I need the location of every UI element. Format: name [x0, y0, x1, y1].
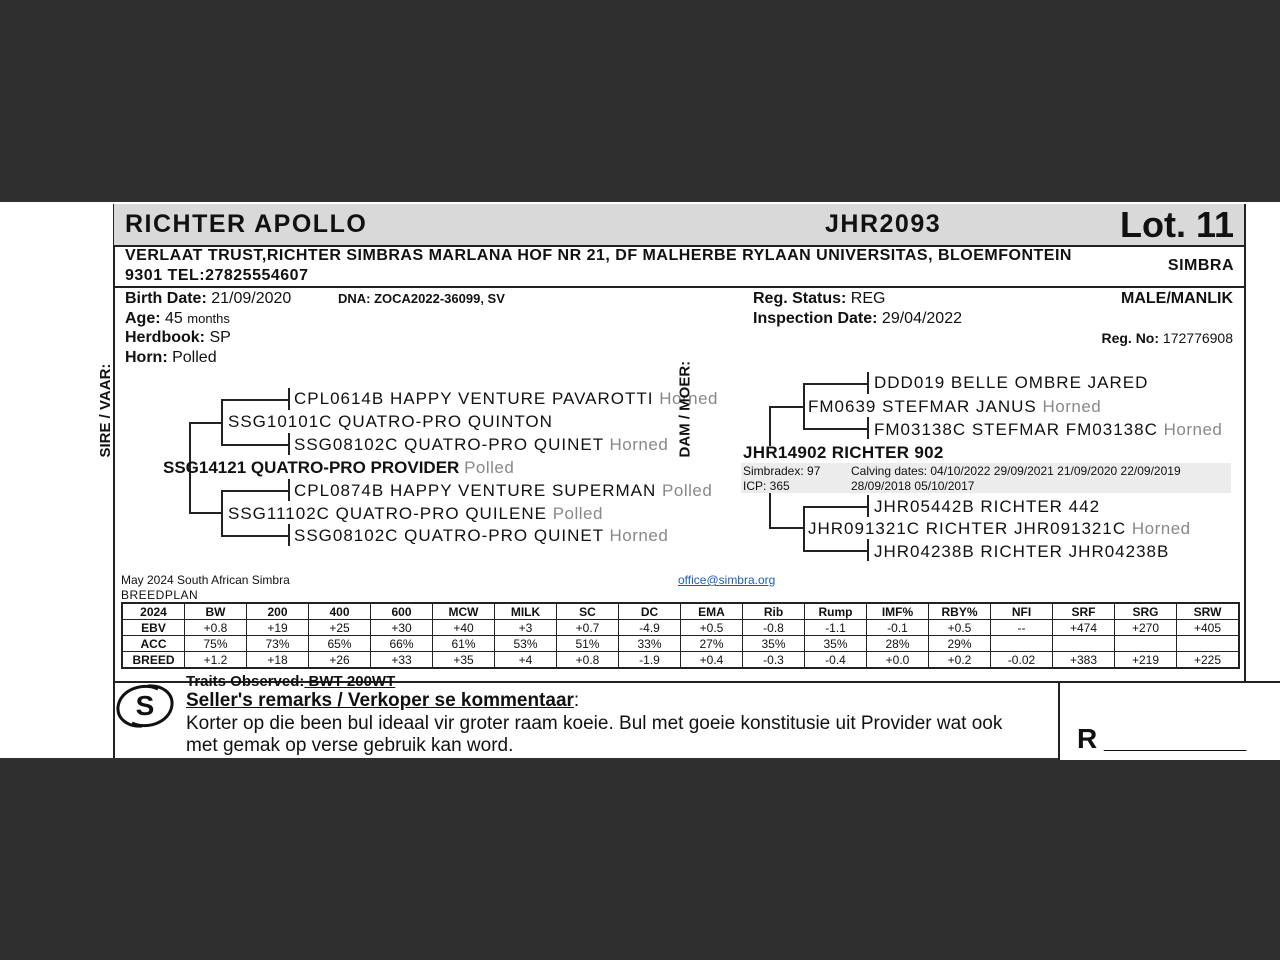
reg-number: Reg. No: 172776908 — [1101, 330, 1233, 346]
dam-sire-sire: DDD019 BELLE OMBRE JARED — [874, 373, 1149, 392]
table-header-cell: EMA — [681, 603, 743, 620]
ebv-table — [121, 602, 1240, 669]
table-cell — [991, 636, 1053, 652]
owner-line-1: VERLAAT TRUST,RICHTER SIMBRAS MARLANA HOF NR 21, DF MALHERBE RYLAAN UNIVERSITAS, BLOEMFONTEIN — [125, 247, 1072, 264]
animal-id: JHR2093 — [825, 210, 942, 238]
sire-sire-sire: CPL0614B HAPPY VENTURE PAVAROTTI Horned — [294, 389, 719, 408]
animal-name: RICHTER APOLLO — [125, 210, 368, 238]
title-bar — [114, 204, 1246, 247]
sire-dam-dam: SSG08102C QUATRO-PRO QUINET Horned — [294, 526, 669, 545]
table-cell: 29% — [929, 636, 991, 652]
table-cell: -4.9 — [619, 620, 681, 636]
table-cell: +405 — [1177, 620, 1240, 636]
table-cell: 73% — [247, 636, 309, 652]
table-header-cell: 400 — [309, 603, 371, 620]
dam-bracket-top — [769, 406, 771, 446]
sire-label: SIRE / VAAR: — [97, 363, 115, 458]
simbradex: Simbradex: 97 — [743, 464, 821, 478]
table-cell: +0.5 — [929, 620, 991, 636]
table-cell: 27% — [681, 636, 743, 652]
table-cell: -1.1 — [805, 620, 867, 636]
table-cell: +35 — [433, 652, 495, 669]
price-entry-line[interactable]: ________________ — [1104, 735, 1247, 752]
table-cell: -- — [991, 620, 1053, 636]
table-header-cell: SC — [557, 603, 619, 620]
table-header-cell: BW — [185, 603, 247, 620]
age: Age: 45 months — [125, 310, 230, 327]
table-cell: 66% — [371, 636, 433, 652]
table-cell: 75% — [185, 636, 247, 652]
table-header-cell: MCW — [433, 603, 495, 620]
table-cell: +19 — [247, 620, 309, 636]
table-cell: +33 — [371, 652, 433, 669]
table-row — [122, 636, 1239, 652]
table-cell: +4 — [495, 652, 557, 669]
table-row-label: EBV — [122, 620, 185, 636]
table-header-cell: 200 — [247, 603, 309, 620]
table-header-cell: RBY% — [929, 603, 991, 620]
table-cell: +474 — [1053, 620, 1115, 636]
dam-name: JHR14902 RICHTER 902 — [743, 443, 944, 462]
table-cell: +219 — [1115, 652, 1177, 669]
dam-sire: FM0639 STEFMAR JANUS Horned — [808, 397, 1102, 416]
table-header-cell: 600 — [371, 603, 433, 620]
remarks-heading: Seller's remarks / Verkoper se kommentaar: — [186, 690, 580, 711]
sd-bracket — [221, 490, 223, 537]
icp: ICP: 365 — [743, 479, 790, 493]
table-cell: +270 — [1115, 620, 1177, 636]
table-cell: -0.3 — [743, 652, 805, 669]
table-cell: 51% — [557, 636, 619, 652]
table-cell: -0.4 — [805, 652, 867, 669]
table-row-label: BREED — [122, 652, 185, 669]
table-cell: -1.9 — [619, 652, 681, 669]
table-header-cell: DC — [619, 603, 681, 620]
sire-name: SSG14121 QUATRO-PRO PROVIDER Polled — [163, 458, 515, 477]
table-cell: +26 — [309, 652, 371, 669]
table-cell: 65% — [309, 636, 371, 652]
remarks-line-1: Korter op die been bul ideaal vir groter raam koeie. Bul met goeie konstitusie uit Provider wat ook — [186, 713, 1003, 734]
calving-dates-2: 28/09/2018 05/10/2017 — [851, 479, 975, 493]
table-row — [122, 620, 1239, 636]
table-header-cell: IMF% — [867, 603, 929, 620]
logo-letter: S — [135, 690, 155, 721]
owner-line-2: 9301 TEL:27825554607 — [125, 267, 309, 284]
currency-symbol: R — [1077, 723, 1098, 754]
table-cell: +383 — [1053, 652, 1115, 669]
table-cell: +0.8 — [557, 652, 619, 669]
table-cell: 61% — [433, 636, 495, 652]
table-cell: +30 — [371, 620, 433, 636]
breed-label: SIMBRA — [1167, 257, 1234, 274]
sex: MALE/MANLIK — [1121, 290, 1233, 307]
price-box — [1058, 681, 1280, 760]
evaluation-source: May 2024 South African Simbra — [121, 573, 290, 587]
table-header-row — [122, 603, 1239, 620]
dam-sire-dam: FM03138C STEFMAR FM03138C Horned — [874, 420, 1223, 439]
evaluation-system: BREEDPLAN — [121, 588, 199, 602]
table-cell: +0.0 — [867, 652, 929, 669]
table-header-cell: SRG — [1115, 603, 1177, 620]
table-cell: -0.02 — [991, 652, 1053, 669]
table-cell — [1177, 636, 1240, 652]
reg-status: Reg. Status: REG — [753, 290, 886, 307]
email-link[interactable]: office@simbra.org — [678, 573, 776, 587]
table-cell: +0.8 — [185, 620, 247, 636]
ss-bracket — [221, 399, 223, 446]
dam-label: DAM / MOER: — [676, 360, 694, 458]
sire-sire: SSG10101C QUATRO-PRO QUINTON — [228, 412, 553, 431]
table-cell: +0.2 — [929, 652, 991, 669]
traits-observed: Traits Observed: BWT 200WT — [186, 673, 396, 690]
table-cell — [1053, 636, 1115, 652]
table-header-cell: Rump — [805, 603, 867, 620]
table-cell: 53% — [495, 636, 557, 652]
sire-sire-dam: SSG08102C QUATRO-PRO QUINET Horned — [294, 435, 669, 454]
calving-dates: Calving dates: 04/10/2022 29/09/2021 21/09/2020 22/09/2019 — [851, 464, 1181, 478]
table-cell: +225 — [1177, 652, 1240, 669]
table-cell: 28% — [867, 636, 929, 652]
inspection-date: Inspection Date: 29/04/2022 — [753, 310, 962, 327]
dam-dam-sire: JHR05442B RICHTER 442 — [874, 497, 1101, 516]
dd-bracket — [803, 506, 805, 552]
dam-dam-dam: JHR04238B RICHTER JHR04238B — [874, 542, 1170, 561]
table-header-cell: MILK — [495, 603, 557, 620]
ds-bracket — [803, 383, 805, 430]
herdbook: Herdbook: SP — [125, 329, 231, 346]
table-cell: 35% — [805, 636, 867, 652]
dam-dam: JHR091321C RICHTER JHR091321C Horned — [808, 519, 1191, 538]
table-cell: 35% — [743, 636, 805, 652]
table-header-cell: SRW — [1177, 603, 1240, 620]
table-cell: +18 — [247, 652, 309, 669]
table-header-cell: SRF — [1053, 603, 1115, 620]
table-cell: +25 — [309, 620, 371, 636]
table-cell: +40 — [433, 620, 495, 636]
table-header-cell: NFI — [991, 603, 1053, 620]
table-cell: +0.5 — [681, 620, 743, 636]
simbra-logo-icon — [114, 683, 176, 729]
table-row-label: ACC — [122, 636, 185, 652]
table-cell: +0.4 — [681, 652, 743, 669]
birth-date: Birth Date: 21/09/2020 — [125, 290, 292, 307]
table-row — [122, 652, 1239, 669]
table-cell: -0.8 — [743, 620, 805, 636]
owner-bar — [114, 246, 1246, 288]
sire-dam-sire: CPL0874B HAPPY VENTURE SUPERMAN Polled — [294, 481, 713, 500]
table-cell: +0.7 — [557, 620, 619, 636]
lot-number: Lot. 11 — [1119, 204, 1234, 245]
table-cell: 33% — [619, 636, 681, 652]
sire-dam: SSG11102C QUATRO-PRO QUILENE Polled — [228, 504, 603, 523]
table-cell — [1115, 636, 1177, 652]
table-header-cell: 2024 — [122, 603, 185, 620]
table-cell: +1.2 — [185, 652, 247, 669]
table-cell: -0.1 — [867, 620, 929, 636]
dna-info: DNA: ZOCA2022-36099, SV — [338, 291, 505, 306]
table-cell: +3 — [495, 620, 557, 636]
remarks-line-2: met gemak op verse gebruik kan word. — [186, 735, 514, 756]
horn: Horn: Polled — [125, 349, 217, 366]
table-header-cell: Rib — [743, 603, 805, 620]
dam-bracket-bottom — [769, 492, 771, 529]
